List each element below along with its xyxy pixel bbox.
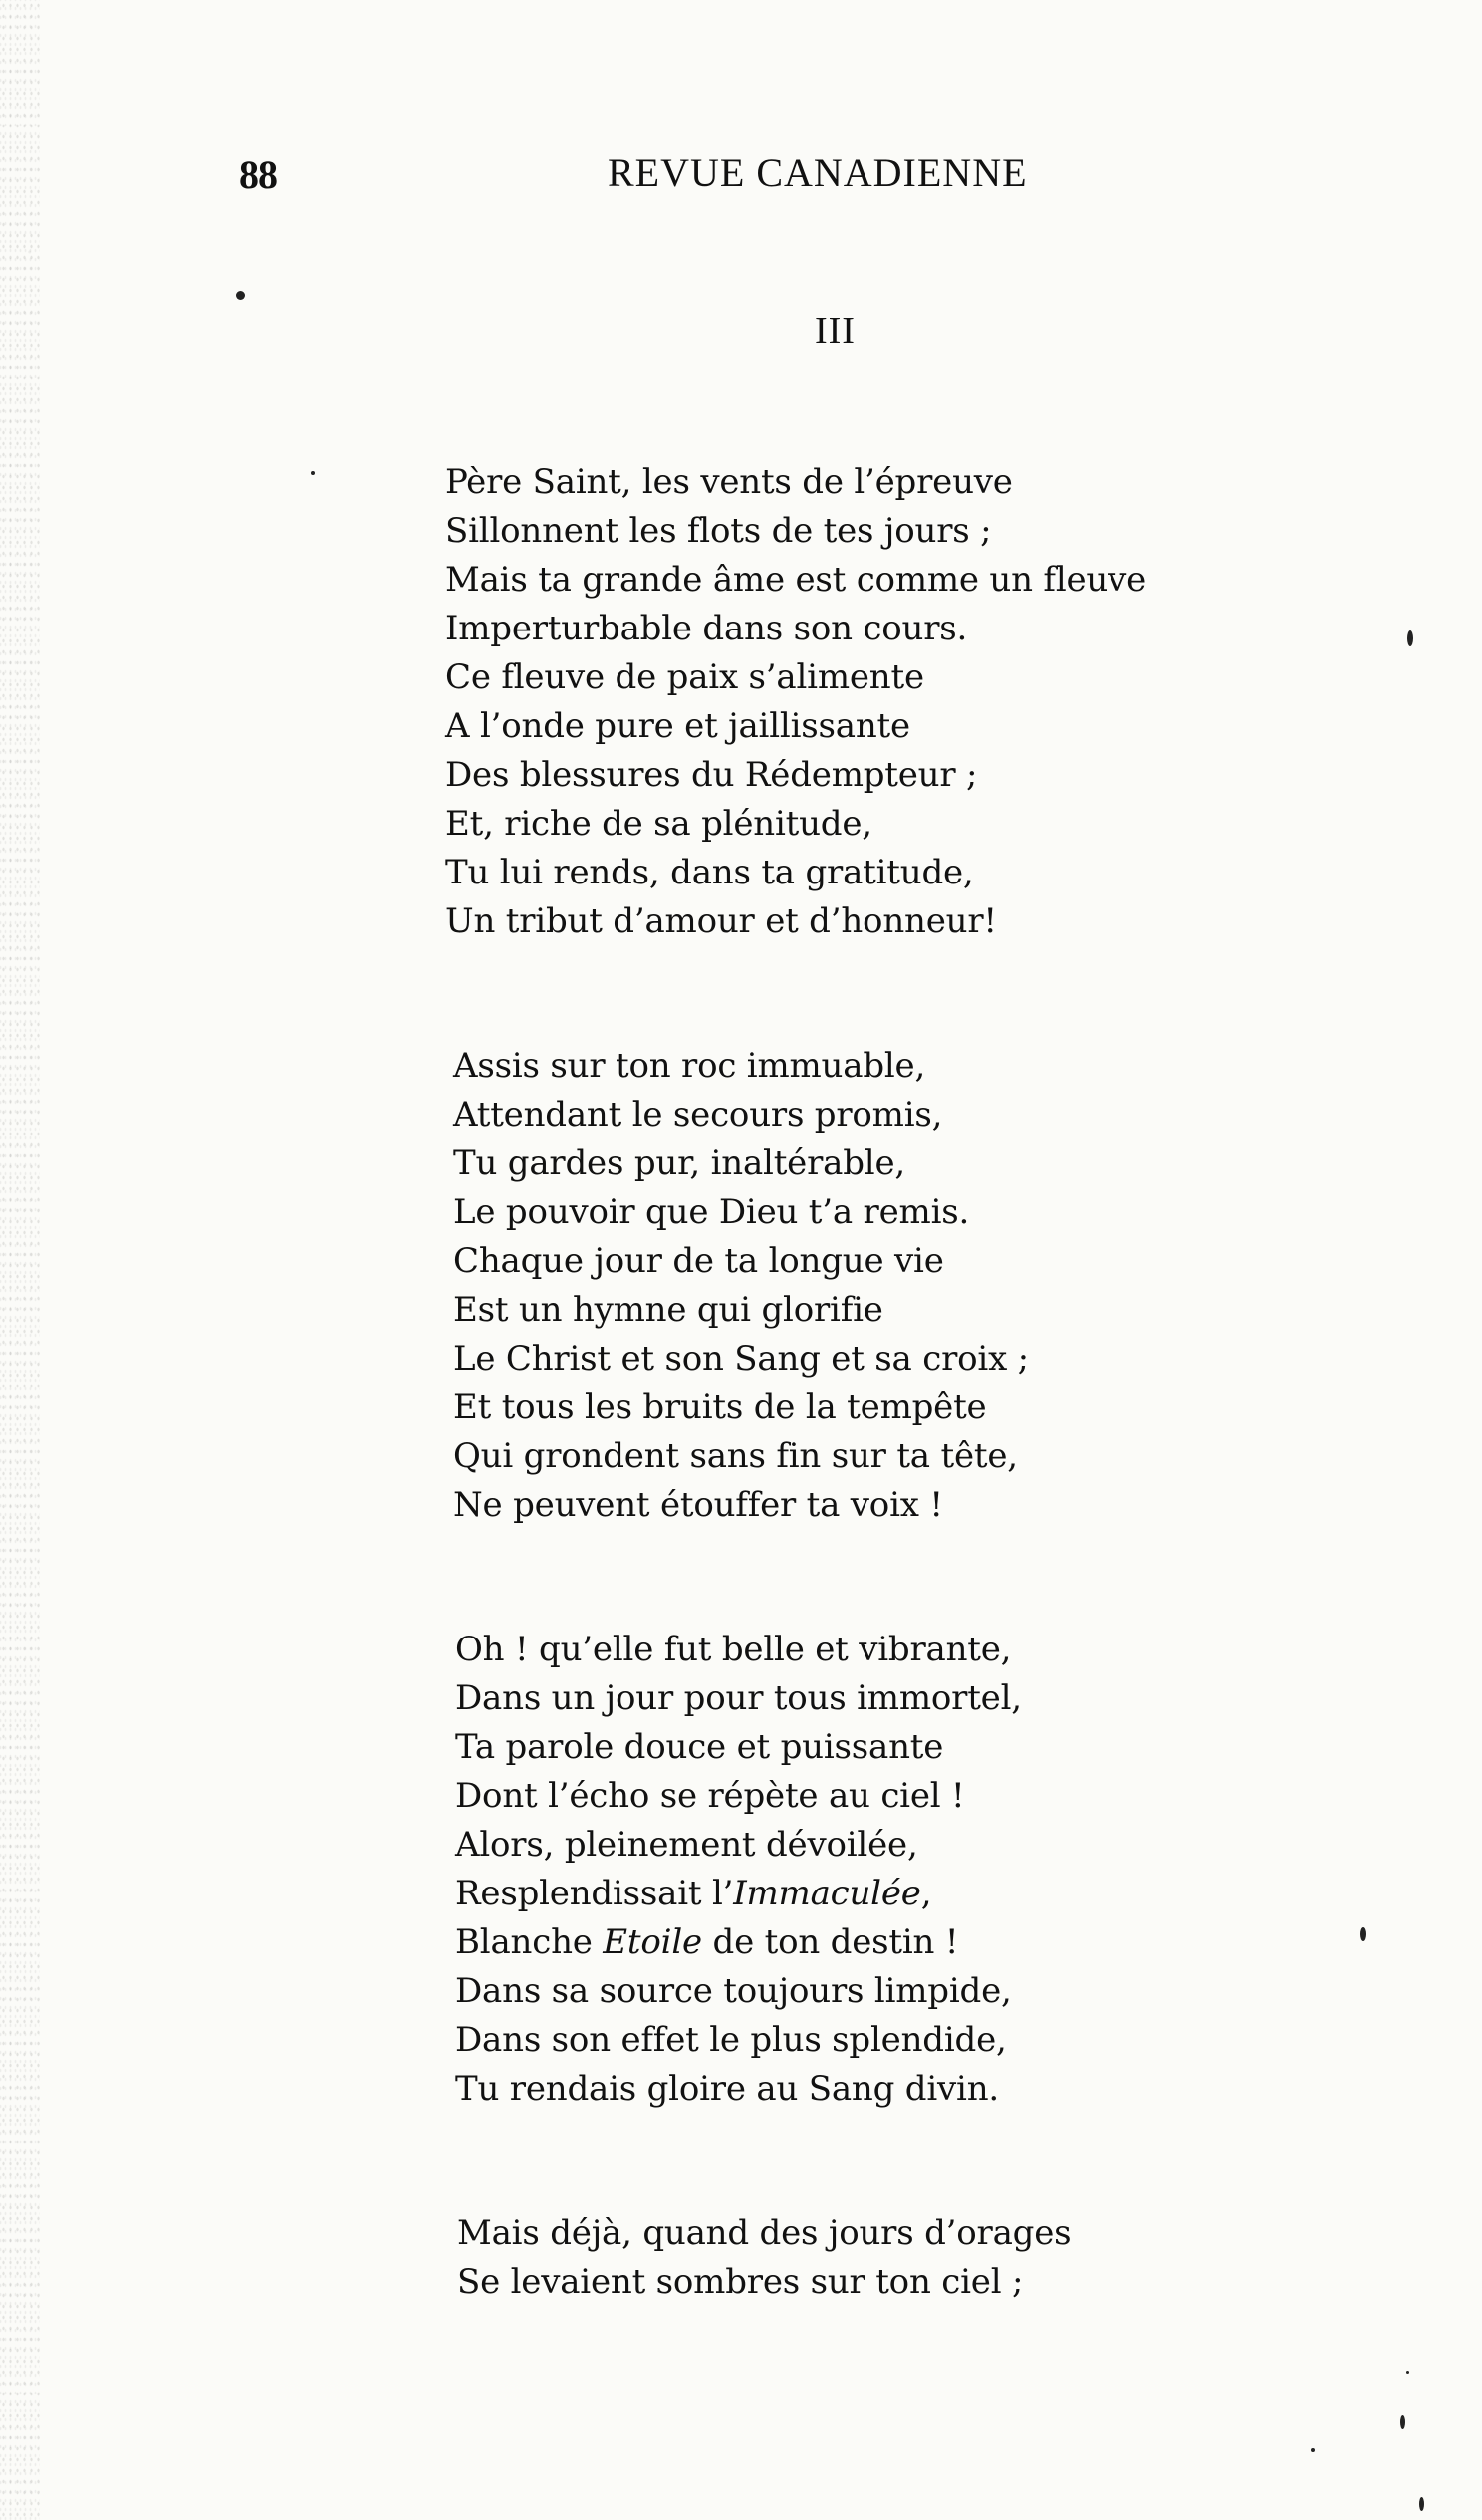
verse-line: Ce fleuve de paix s’alimente: [445, 657, 924, 697]
section-number: III: [815, 310, 856, 352]
italic-word: Etoile: [603, 1922, 702, 1962]
verse-line: Dans un jour pour tous immortel,: [455, 1678, 1022, 1718]
page-number: 88: [239, 152, 277, 197]
verse-line: Attendant le secours promis,: [453, 1095, 943, 1134]
verse-line: Assis sur ton roc immuable,: [453, 1046, 926, 1086]
italic-word: Immaculée: [733, 1874, 921, 1913]
scan-speck: [1419, 2497, 1424, 2511]
verse-line: Alors, pleinement dévoilée,: [455, 1825, 918, 1865]
verse-line: Qui grondent sans fin sur ta tête,: [453, 1436, 1018, 1476]
verse-line: Dans son effet le plus splendide,: [455, 2020, 1007, 2060]
verse-line: Est un hymne qui glorifie: [453, 1290, 883, 1330]
scan-speck: [1407, 630, 1413, 646]
verse-line: Et tous les bruits de la tempête: [453, 1387, 987, 1427]
verse-line: Chaque jour de ta longue vie: [453, 1241, 944, 1281]
scan-speck: [1406, 2371, 1409, 2374]
page-edge-noise: [0, 0, 40, 2520]
verse-line: Ne peuvent étouffer ta voix !: [453, 1485, 943, 1525]
verse-line: Ta parole douce et puissante: [455, 1727, 944, 1767]
verse-line: Mais ta grande âme est comme un fleuve: [445, 560, 1147, 600]
verse-line: Mais déjà, quand des jours d’orages: [457, 2213, 1072, 2253]
stanza-3: [455, 1626, 1022, 2114]
verse-line: Un tribut d’amour et d’honneur!: [445, 901, 997, 941]
verse-line: Le Christ et son Sang et sa croix ;: [453, 1339, 1029, 1379]
verse-line: Tu rendais gloire au Sang divin.: [455, 2069, 1000, 2109]
verse-line: Tu gardes pur, inaltérable,: [453, 1143, 905, 1183]
verse-line: Dans sa source toujours limpide,: [455, 1971, 1012, 2011]
verse-line: Et, riche de sa plénitude,: [445, 804, 872, 844]
verse-line: Père Saint, les vents de l’épreuve: [445, 462, 1013, 502]
stanza-1: [445, 458, 1146, 946]
verse-line-with-italic: [455, 1870, 1022, 1918]
verse-line: Oh ! qu’elle fut belle et vibrante,: [455, 1630, 1012, 1669]
verse-line: Dont l’écho se répète au ciel !: [455, 1776, 965, 1816]
stanza-2: [453, 1042, 1029, 1530]
verse-line-with-italic: [455, 1918, 1022, 1967]
verse-text: Blanche: [455, 1922, 604, 1962]
verse-line: Imperturbable dans son cours.: [445, 609, 968, 648]
scan-speck: [1400, 2415, 1405, 2429]
verse-line: Tu lui rends, dans ta gratitude,: [445, 853, 974, 892]
scan-speck: [1311, 2448, 1315, 2452]
verse-text: de ton destin !: [701, 1922, 959, 1962]
scan-speck: [236, 291, 245, 300]
verse-line: A l’onde pure et jaillissante: [445, 706, 910, 746]
stanza-4: [457, 2209, 1071, 2307]
verse-text: ,: [920, 1874, 932, 1913]
verse-line: Des blessures du Rédempteur ;: [445, 755, 978, 795]
scan-speck: [311, 471, 315, 475]
verse-line: Le pouvoir que Dieu t’a remis.: [453, 1192, 970, 1232]
verse-line: Se levaient sombres sur ton ciel ;: [457, 2262, 1024, 2302]
verse-text: Resplendissait l’: [455, 1874, 734, 1913]
scan-speck: [1360, 1927, 1366, 1941]
running-title: REVUE CANADIENNE: [608, 150, 1028, 195]
verse-line: Sillonnent les flots de tes jours ;: [445, 511, 992, 551]
